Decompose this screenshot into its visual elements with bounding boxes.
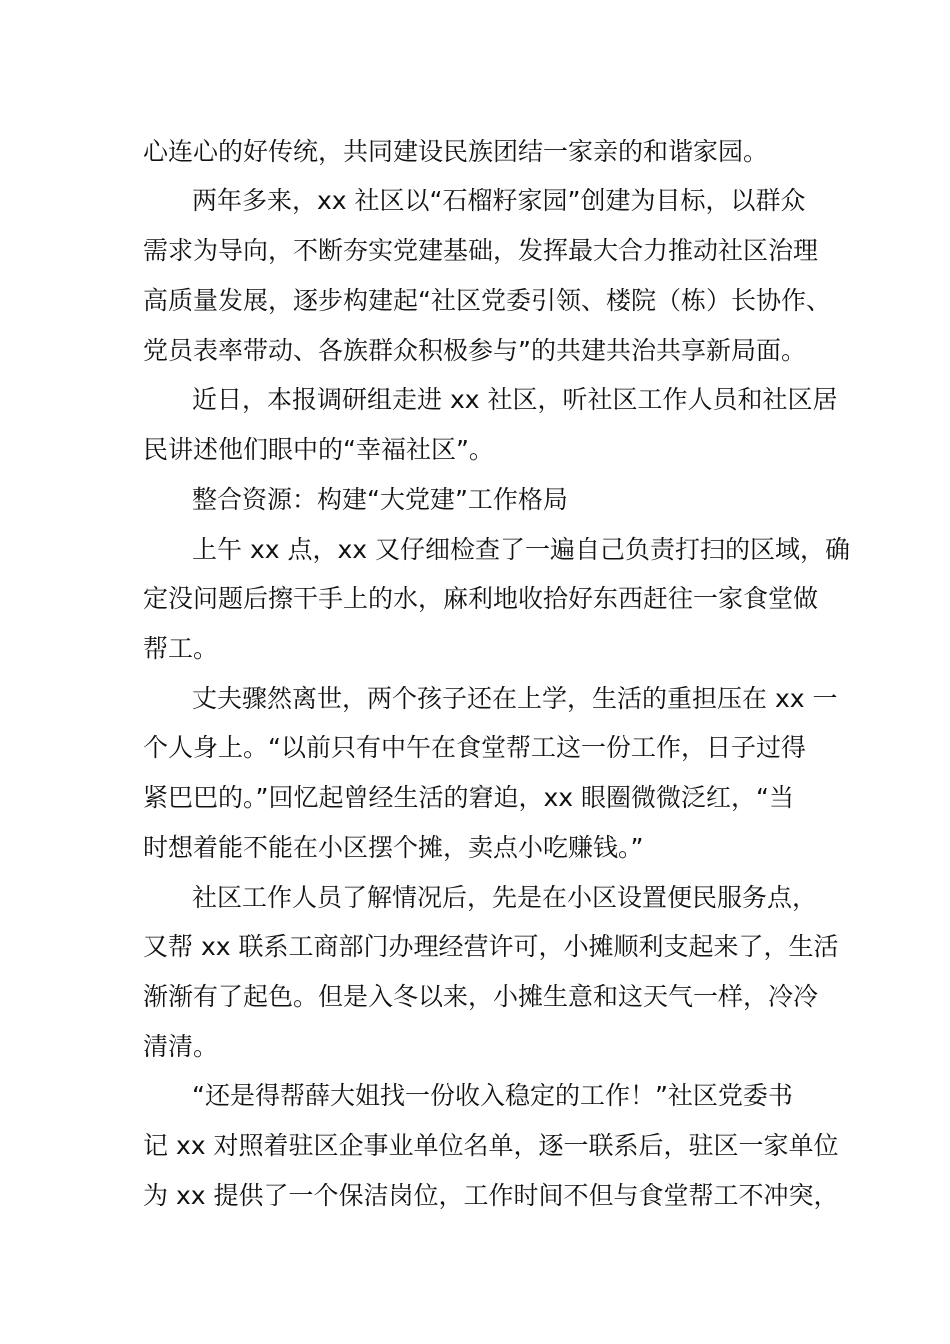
text-line: 记 xx 对照着驻区企事业单位名单，逐一联系后，驻区一家单位 bbox=[143, 1131, 839, 1160]
text-line: 高质量发展，逐步构建起“社区党委引领、楼院（栋）长协作、 bbox=[143, 286, 831, 315]
text-line: 清清。 bbox=[143, 1032, 219, 1061]
text-line: 上午 xx 点，xx 又仔细检查了一遍自己负责打扫的区域，确 bbox=[192, 535, 851, 564]
text-line: 心连心的好传统，共同建设民族团结一家亲的和谐家园。 bbox=[143, 137, 769, 166]
text-line: 帮工。 bbox=[143, 634, 219, 663]
text-line: 定没问题后擦干手上的水，麻利地收拾好东西赶往一家食堂做 bbox=[143, 584, 819, 613]
text-line: 时想着能不能在小区摆个摊，卖点小吃赚钱。” bbox=[143, 833, 644, 862]
text-line: 为 xx 提供了一个保洁岗位，工作时间不但与食堂帮工不冲突， bbox=[143, 1181, 839, 1210]
text-line: 渐渐有了起色。但是入冬以来，小摊生意和这天气一样，冷冷 bbox=[143, 982, 819, 1011]
text-line: 紧巴巴的。”回忆起曾经生活的窘迫，xx 眼圈微微泛红，“当 bbox=[143, 783, 794, 812]
text-line: 又帮 xx 联系工商部门办理经营许可，小摊顺利支起来了，生活 bbox=[143, 932, 839, 961]
text-line: “还是得帮薛大姐找一份收入稳定的工作！”社区党委书 bbox=[192, 1081, 793, 1110]
text-line: 需求为导向，不断夯实党建基础，发挥最大合力推动社区治理 bbox=[143, 236, 819, 265]
text-line: 近日，本报调研组走进 xx 社区，听社区工作人员和社区居 bbox=[192, 385, 838, 414]
text-line: 个人身上。“以前只有中午在食堂帮工这一份工作，日子过得 bbox=[143, 733, 806, 762]
text-line: 两年多来，xx 社区以“石榴籽家园”创建为目标，以群众 bbox=[192, 186, 806, 215]
text-line: 社区工作人员了解情况后，先是在小区设置便民服务点， bbox=[192, 883, 818, 912]
section-heading: 整合资源：构建“大党建”工作格局 bbox=[192, 485, 568, 514]
text-line: 民讲述他们眼中的“幸福社区”。 bbox=[143, 435, 494, 464]
text-line: 丈夫骤然离世，两个孩子还在上学，生活的重担压在 xx 一 bbox=[192, 684, 838, 713]
text-line: 党员表率带动、各族群众积极参与”的共建共治共享新局面。 bbox=[143, 336, 806, 365]
